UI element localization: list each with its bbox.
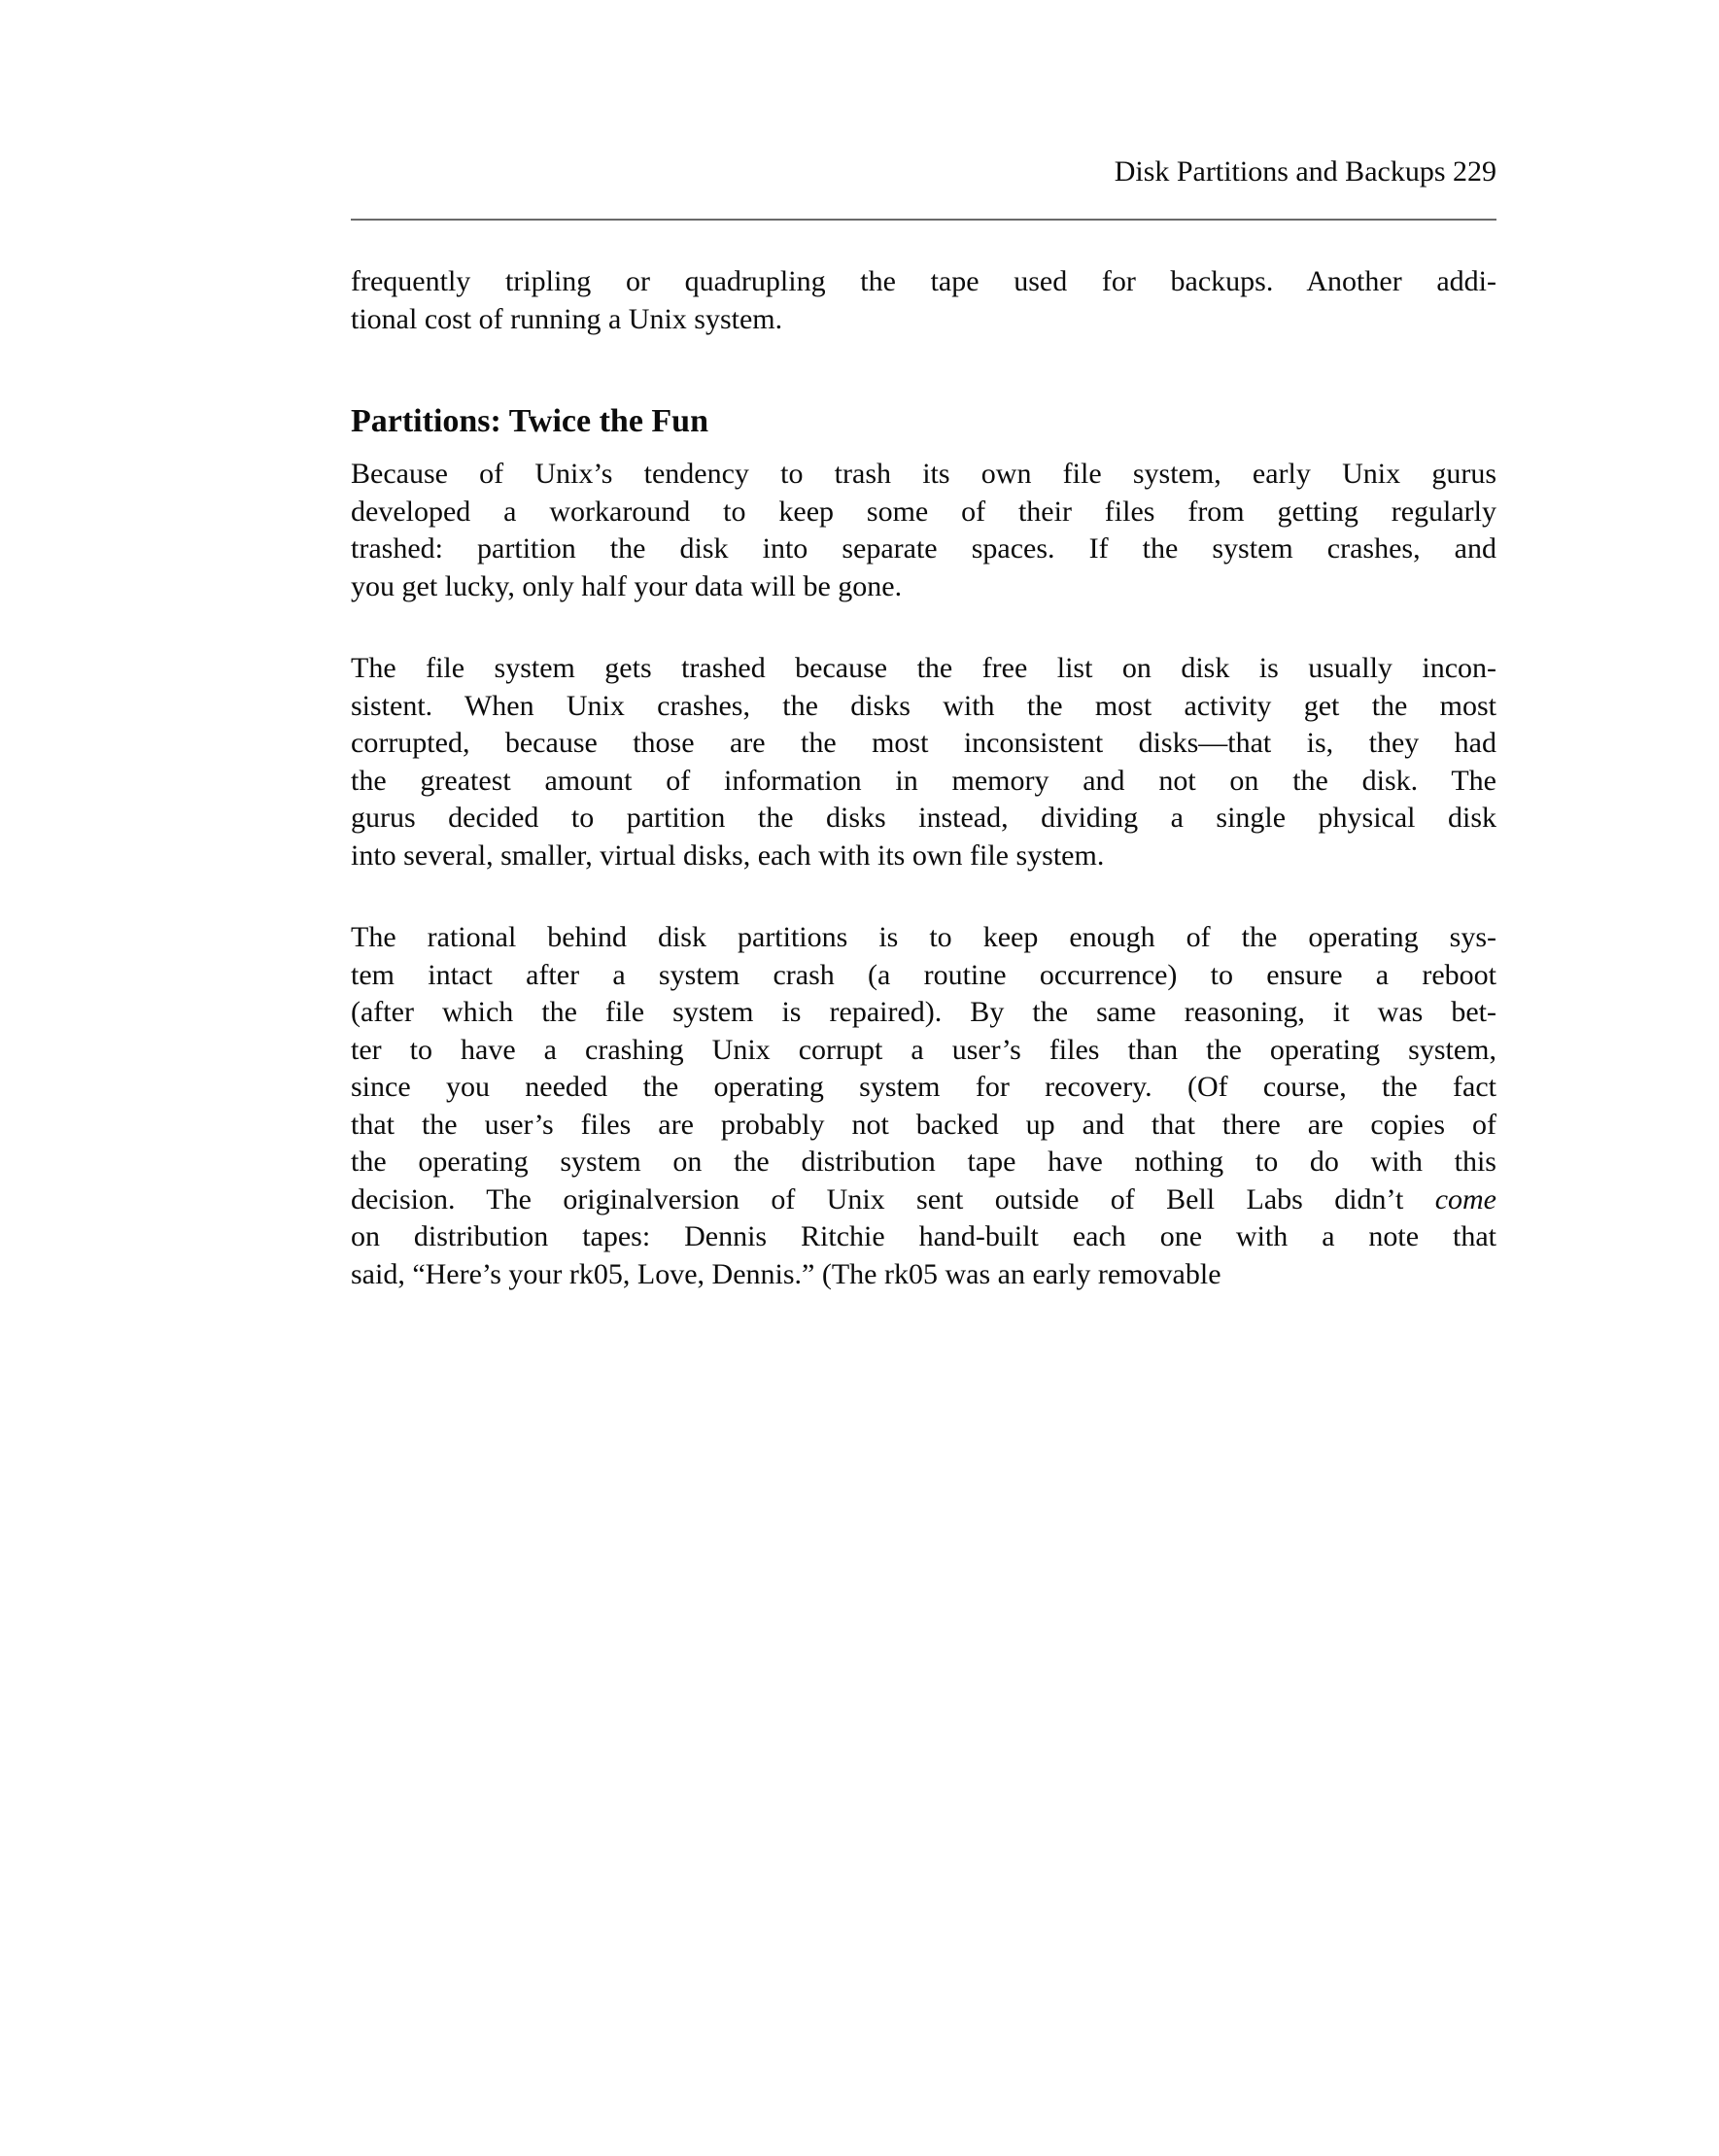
free-list-paragraph xyxy=(351,650,1496,874)
running-header xyxy=(351,154,1496,189)
text-line: tem intact after a system crash (a routine occurrence) to ensure a reboot xyxy=(351,958,1496,991)
text-line: sistent. When Unix crashes, the disks with the most activity get the most xyxy=(351,689,1496,722)
text-line: that the user’s files are probably not backed up and that there are copies of xyxy=(351,1108,1496,1141)
text-segment: decision. The originalversion of Unix sent outside of Bell Labs didn’t xyxy=(351,1182,1435,1215)
header-rule xyxy=(351,219,1496,221)
text-line: into several, smaller, virtual disks, each with its own file system. xyxy=(351,838,1105,872)
rationale-paragraph xyxy=(351,919,1496,1293)
text-line: Because of Unix’s tendency to trash its own file system, early Unix gurus xyxy=(351,458,1496,490)
text-line: The rational behind disk partitions is to keep enough of the operating sys- xyxy=(351,921,1496,953)
text-line: the operating system on the distribution tape have nothing to do with this xyxy=(351,1146,1496,1178)
workaround-paragraph xyxy=(351,456,1496,605)
text-line: on distribution tapes: Dennis Ritchie hand-built each one with a note that xyxy=(351,1220,1496,1252)
text-line: corrupted, because those are the most inconsistent disks—that is, they had xyxy=(351,727,1496,759)
text-line: you get lucky, only half your data will be gone. xyxy=(351,569,903,602)
text-line: The file system gets trashed because the free list on disk is usually incon- xyxy=(351,652,1496,684)
text-line: since you needed the operating system for recovery. (Of course, the fact xyxy=(351,1071,1496,1103)
text-line: trashed: partition the disk into separate spaces. If the system crashes, and xyxy=(351,532,1496,565)
text-line: tional cost of running a Unix system. xyxy=(351,302,783,335)
page-number: 229 xyxy=(1453,155,1496,188)
text-line: said, “Here’s your rk05, Love, Dennis.” (The rk05 was an early removable xyxy=(351,1257,1221,1290)
intro-paragraph xyxy=(351,263,1496,338)
page-content xyxy=(351,263,1496,1293)
text-line: ter to have a crashing Unix corrupt a user’s files than the operating system, xyxy=(351,1033,1496,1066)
text-line: the greatest amount of information in memory and not on the disk. The xyxy=(351,764,1496,797)
text-line: frequently tripling or quadrupling the tape used for backups. Another addi- xyxy=(351,265,1496,297)
text-line: (after which the file system is repaired). By the same reasoning, it was bet- xyxy=(351,996,1496,1028)
text-line: gurus decided to partition the disks instead, dividing a single physical disk xyxy=(351,802,1496,834)
text-line xyxy=(351,1181,1496,1219)
section-heading: Partitions: Twice the Fun xyxy=(351,403,708,439)
italic-text: come xyxy=(1434,1182,1496,1215)
text-line: developed a workaround to keep some of their files from getting regularly xyxy=(351,495,1496,528)
running-header-title: Disk Partitions and Backups xyxy=(1114,155,1446,188)
